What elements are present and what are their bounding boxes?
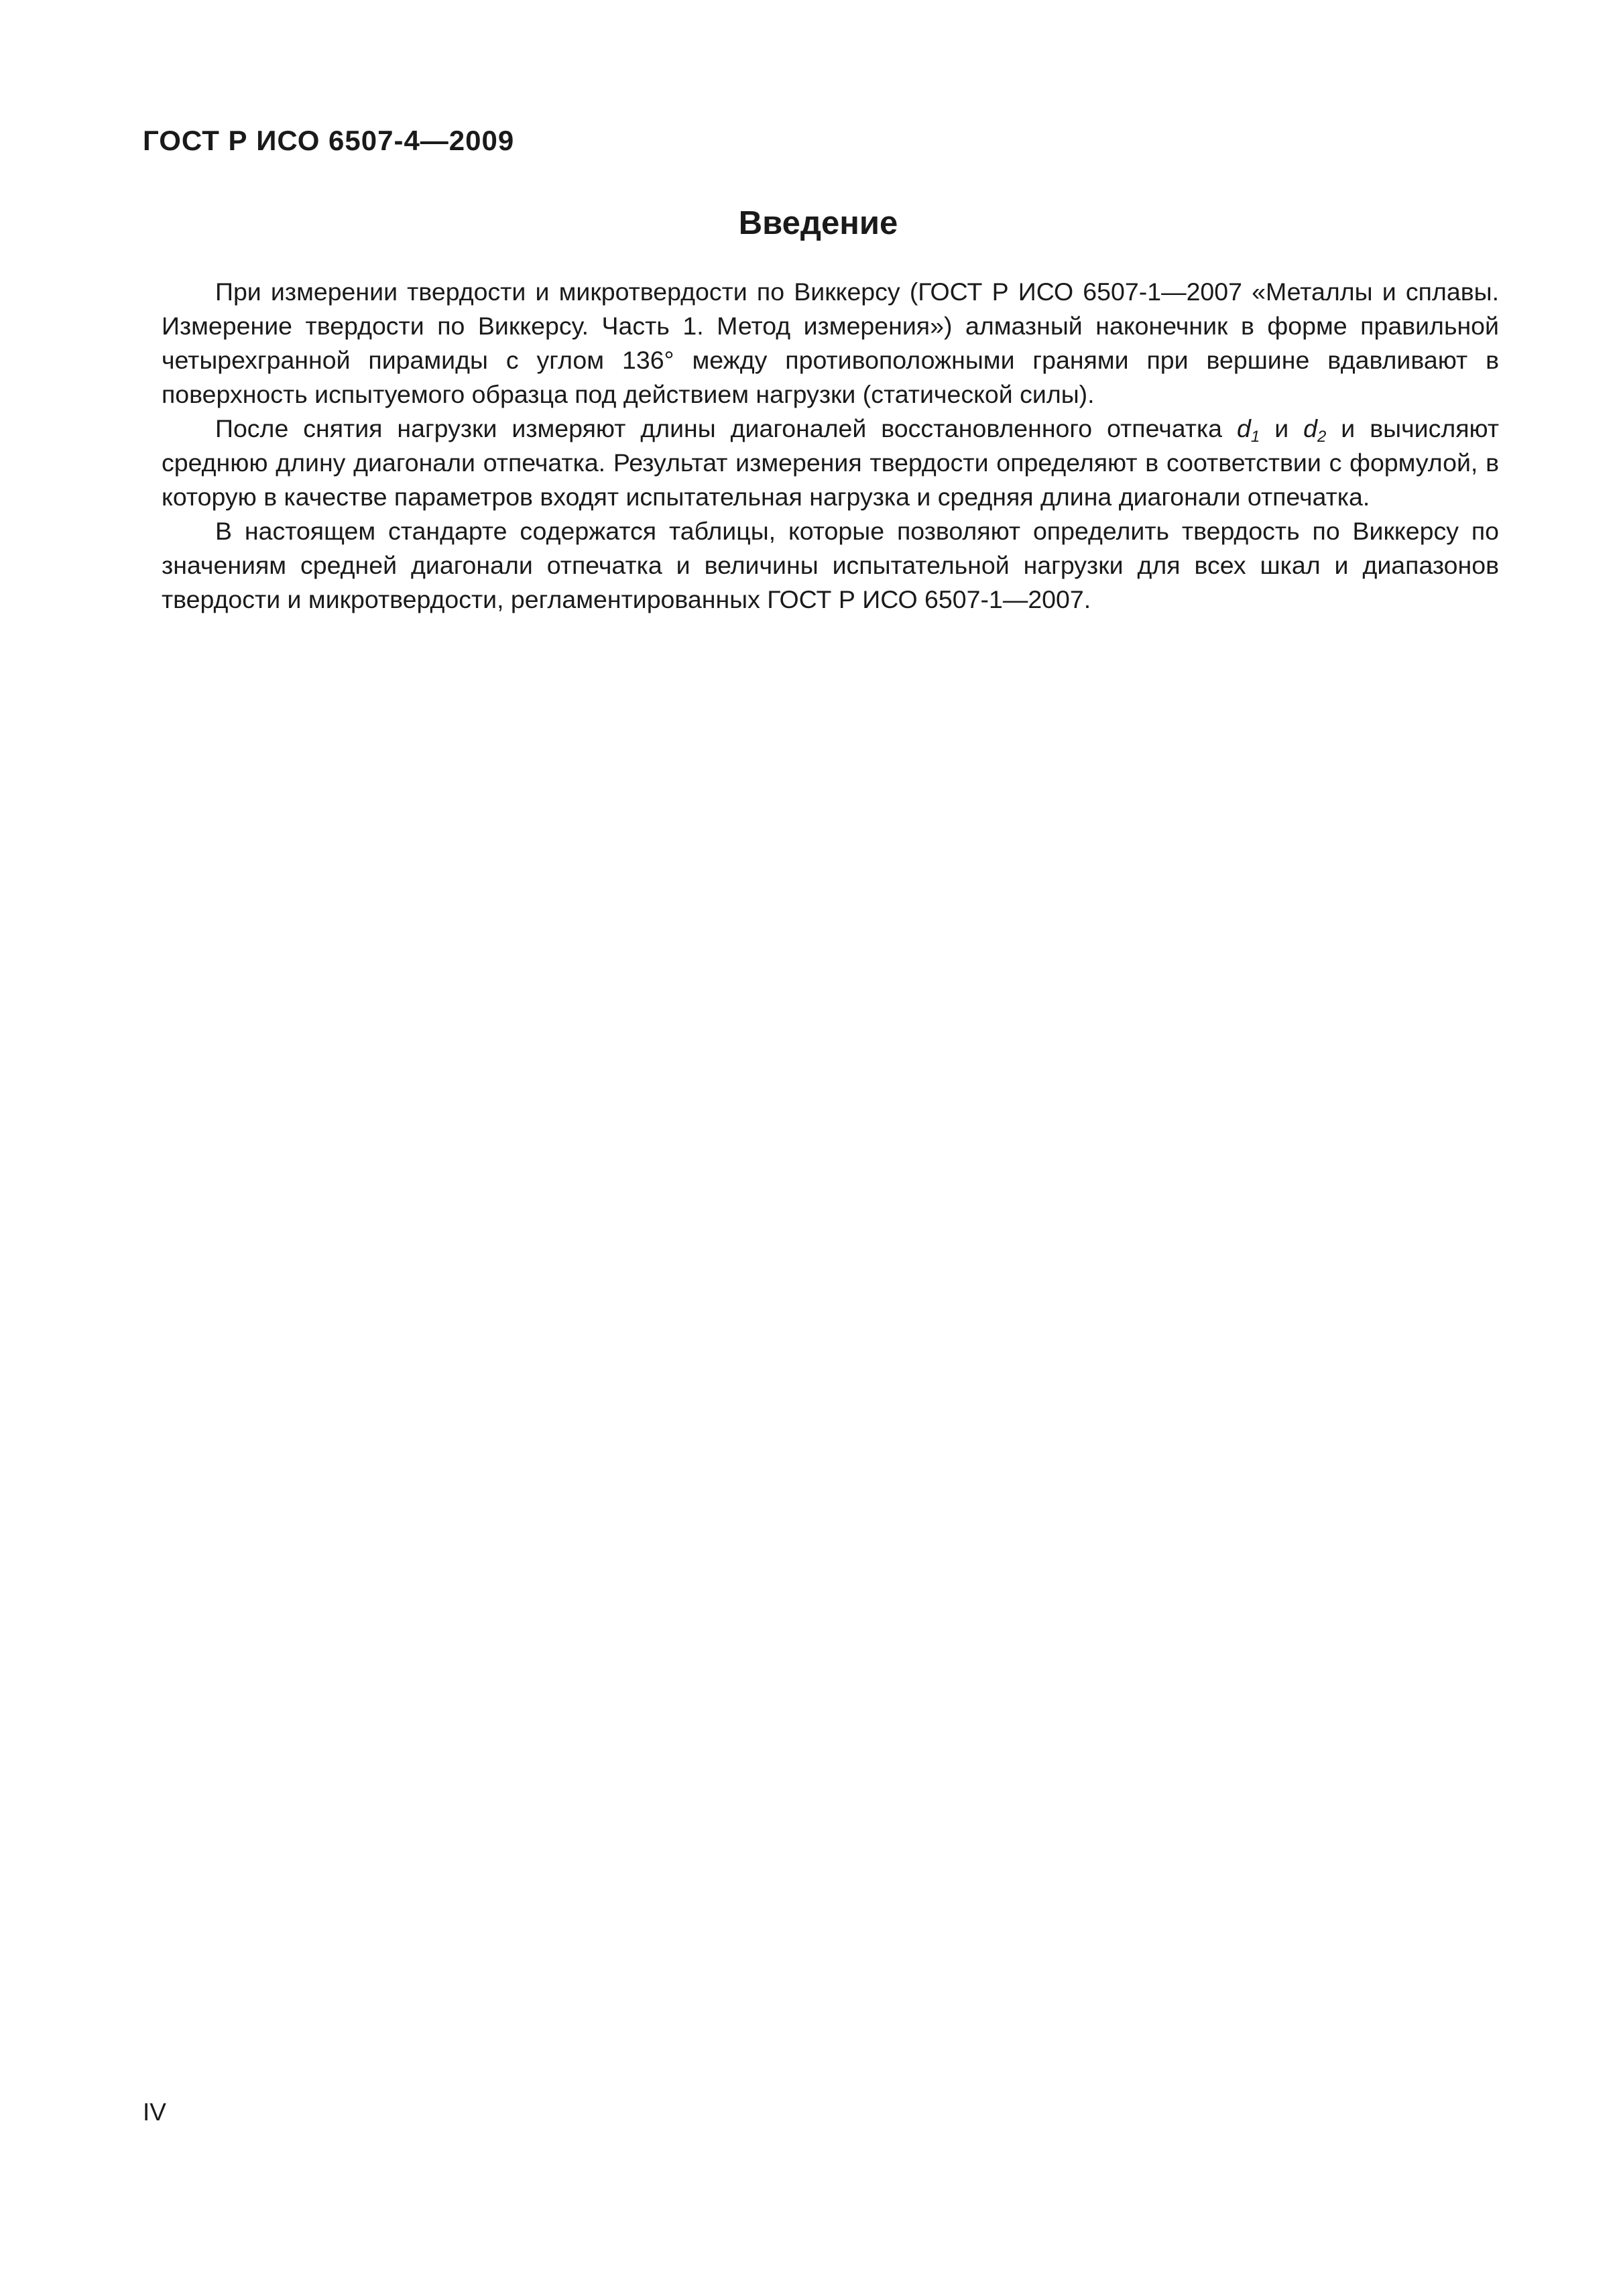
paragraph-1: При измерении твердости и микротвердости по Виккерсу (ГОСТ Р ИСО 6507-1—2007 «Металлы и сплавы. Измерение твердости по Виккерсу. Часть 1. Метод измерения») алмазный наконечник в форме правильной четырехгранной пирамиды с углом 136° между противоположными гранями при вершине вдавливают в поверхность испытуемого образца под действием нагрузки (статической силы).	[162, 278, 1499, 408]
page-number: IV	[143, 2098, 166, 2126]
section-title: Введение	[738, 205, 898, 241]
diagonal-d2: $d_2$	[1303, 414, 1327, 446]
paragraph-2-text-between: и	[1260, 414, 1304, 442]
document-header: ГОСТ Р ИСО 6507-4—2009	[143, 125, 515, 156]
paragraph-2	[162, 412, 1499, 514]
paragraph-3: В настоящем стандарте содержатся таблицы, которые позволяют определить твердость по Виккерсу по значениям средней диагонали отпечатка и величины испытательной нагрузки для всех шкал и диапазонов твердости и микротвердости, регламентированных ГОСТ Р ИСО 6507-1—2007.	[162, 517, 1499, 613]
paragraph-2-text-before: После снятия нагрузки измеряют длины диагоналей восстановленного отпечатка	[215, 414, 1237, 442]
paragraph-2-text-after: и вычисляют среднюю длину диагонали отпечатка. Результат измерения твердости определяют в соответствии с формулой, в которую в качестве параметров входят испытательная нагрузка и средняя длина диагонали отпечатка.	[162, 414, 1499, 511]
diagonal-d1: $d_1$	[1237, 414, 1260, 446]
introduction-body	[162, 275, 1499, 617]
